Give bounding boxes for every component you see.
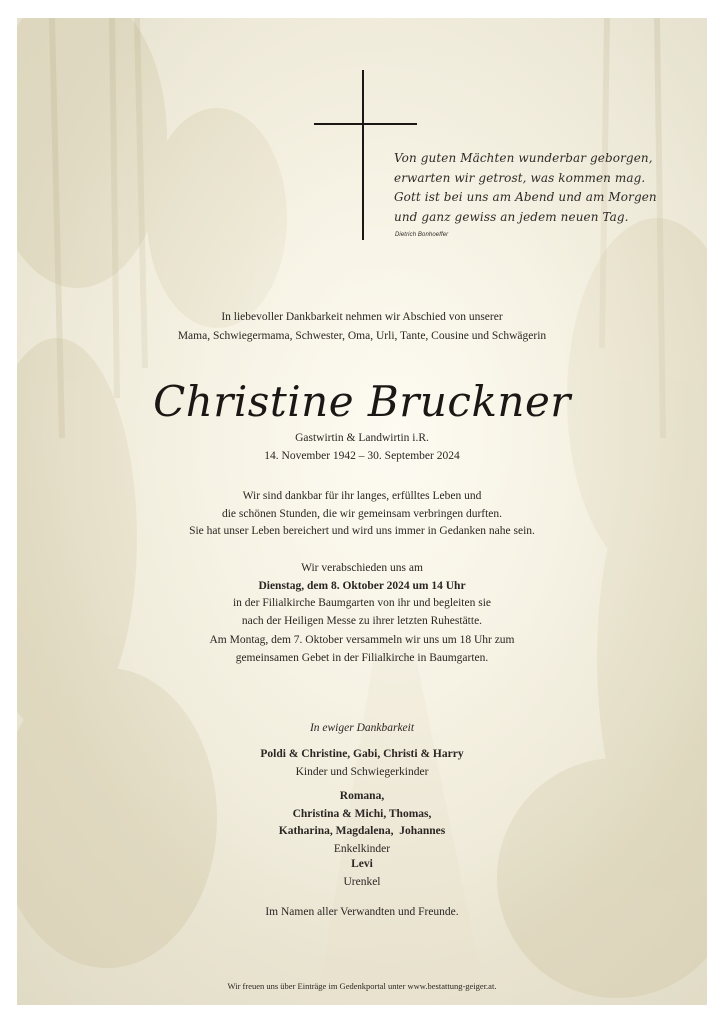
intro-line: In liebevoller Dankbarkeit nehmen wir Abschied von unserer xyxy=(221,311,503,323)
paragraph-line: Sie hat unser Leben bereichert und wird uns immer in Gedanken nahe sein. xyxy=(189,525,535,537)
poem-line: Von guten Mächten wunderbar geborgen, xyxy=(394,151,653,165)
funeral-paragraph xyxy=(17,560,707,630)
paragraph-line: gemeinsamen Gebet in der Filialkirche in Baumgarten. xyxy=(235,651,489,664)
great-grandchildren-role: Urenkel xyxy=(343,875,381,888)
family-children xyxy=(17,746,707,781)
paragraph-line: Am Montag, dem 7. Oktober versammeln wir uns um 18 Uhr zum xyxy=(209,634,515,646)
paragraph-line: nach der Heiligen Messe zu ihrer letzten Ruhestätte. xyxy=(241,614,483,627)
poem-line: und ganz gewiss an jedem neuen Tag. xyxy=(394,209,629,224)
poem-line: erwarten wir getrost, was kommen mag. xyxy=(394,170,646,185)
funeral-date-text: Dienstag, dem 8. Oktober 2024 um 14 Uhr xyxy=(258,579,466,592)
footer-note: Wir freuen uns über Einträge im Gedenkportal unter www.bestattung-geiger.at. xyxy=(227,981,497,991)
deceased-name: Christine Bruckner xyxy=(153,377,571,426)
children-role: Kinder und Schwiegerkinder xyxy=(295,765,429,778)
closing-line: Im Namen aller Verwandten und Freunde. xyxy=(265,906,459,918)
intro-line: Mama, Schwiegermama, Schwester, Oma, Urli, Tante, Cousine und Schwägerin xyxy=(177,329,547,342)
grandchildren-names: Romana, xyxy=(339,790,385,802)
intro-text xyxy=(17,308,707,345)
family-grandchildren xyxy=(17,788,707,858)
children-names: Poldi & Christine, Gabi, Christi & Harry xyxy=(260,748,464,760)
obituary-card xyxy=(17,18,707,1005)
family-great-grandchildren xyxy=(17,856,707,891)
gratitude-paragraph xyxy=(17,488,707,541)
life-dates: 14. November 1942 – 30. September 2024 xyxy=(264,449,460,462)
prayer-paragraph xyxy=(17,632,707,667)
paragraph-line: Wir sind dankbar für ihr langes, erfülltes Leben und xyxy=(242,490,482,502)
paragraph-line: die schönen Stunden, die wir gemeinsam verbringen durften. xyxy=(221,507,503,520)
grandchildren-names: Katharina, Magdalena, Johannes xyxy=(278,825,446,837)
grandchildren-names: Christina & Michi, Thomas, xyxy=(292,807,432,820)
paragraph-line: Wir verabschieden uns am xyxy=(301,562,423,574)
thanks-heading: In ewiger Dankbarkeit xyxy=(309,722,415,734)
deceased-details xyxy=(17,430,707,465)
paragraph-line: in der Filialkirche Baumgarten von ihr und begleiten sie xyxy=(232,597,492,609)
funeral-date xyxy=(17,578,707,596)
occupation: Gastwirtin & Landwirtin i.R. xyxy=(295,432,429,444)
great-grandchildren-names: Levi xyxy=(351,858,373,870)
poem-line: Gott ist bei uns am Abend und am Morgen xyxy=(394,190,657,204)
grandchildren-role: Enkelkinder xyxy=(333,842,391,855)
poem-author: Dietrich Bonhoeffer xyxy=(395,232,449,238)
poem xyxy=(394,149,694,240)
